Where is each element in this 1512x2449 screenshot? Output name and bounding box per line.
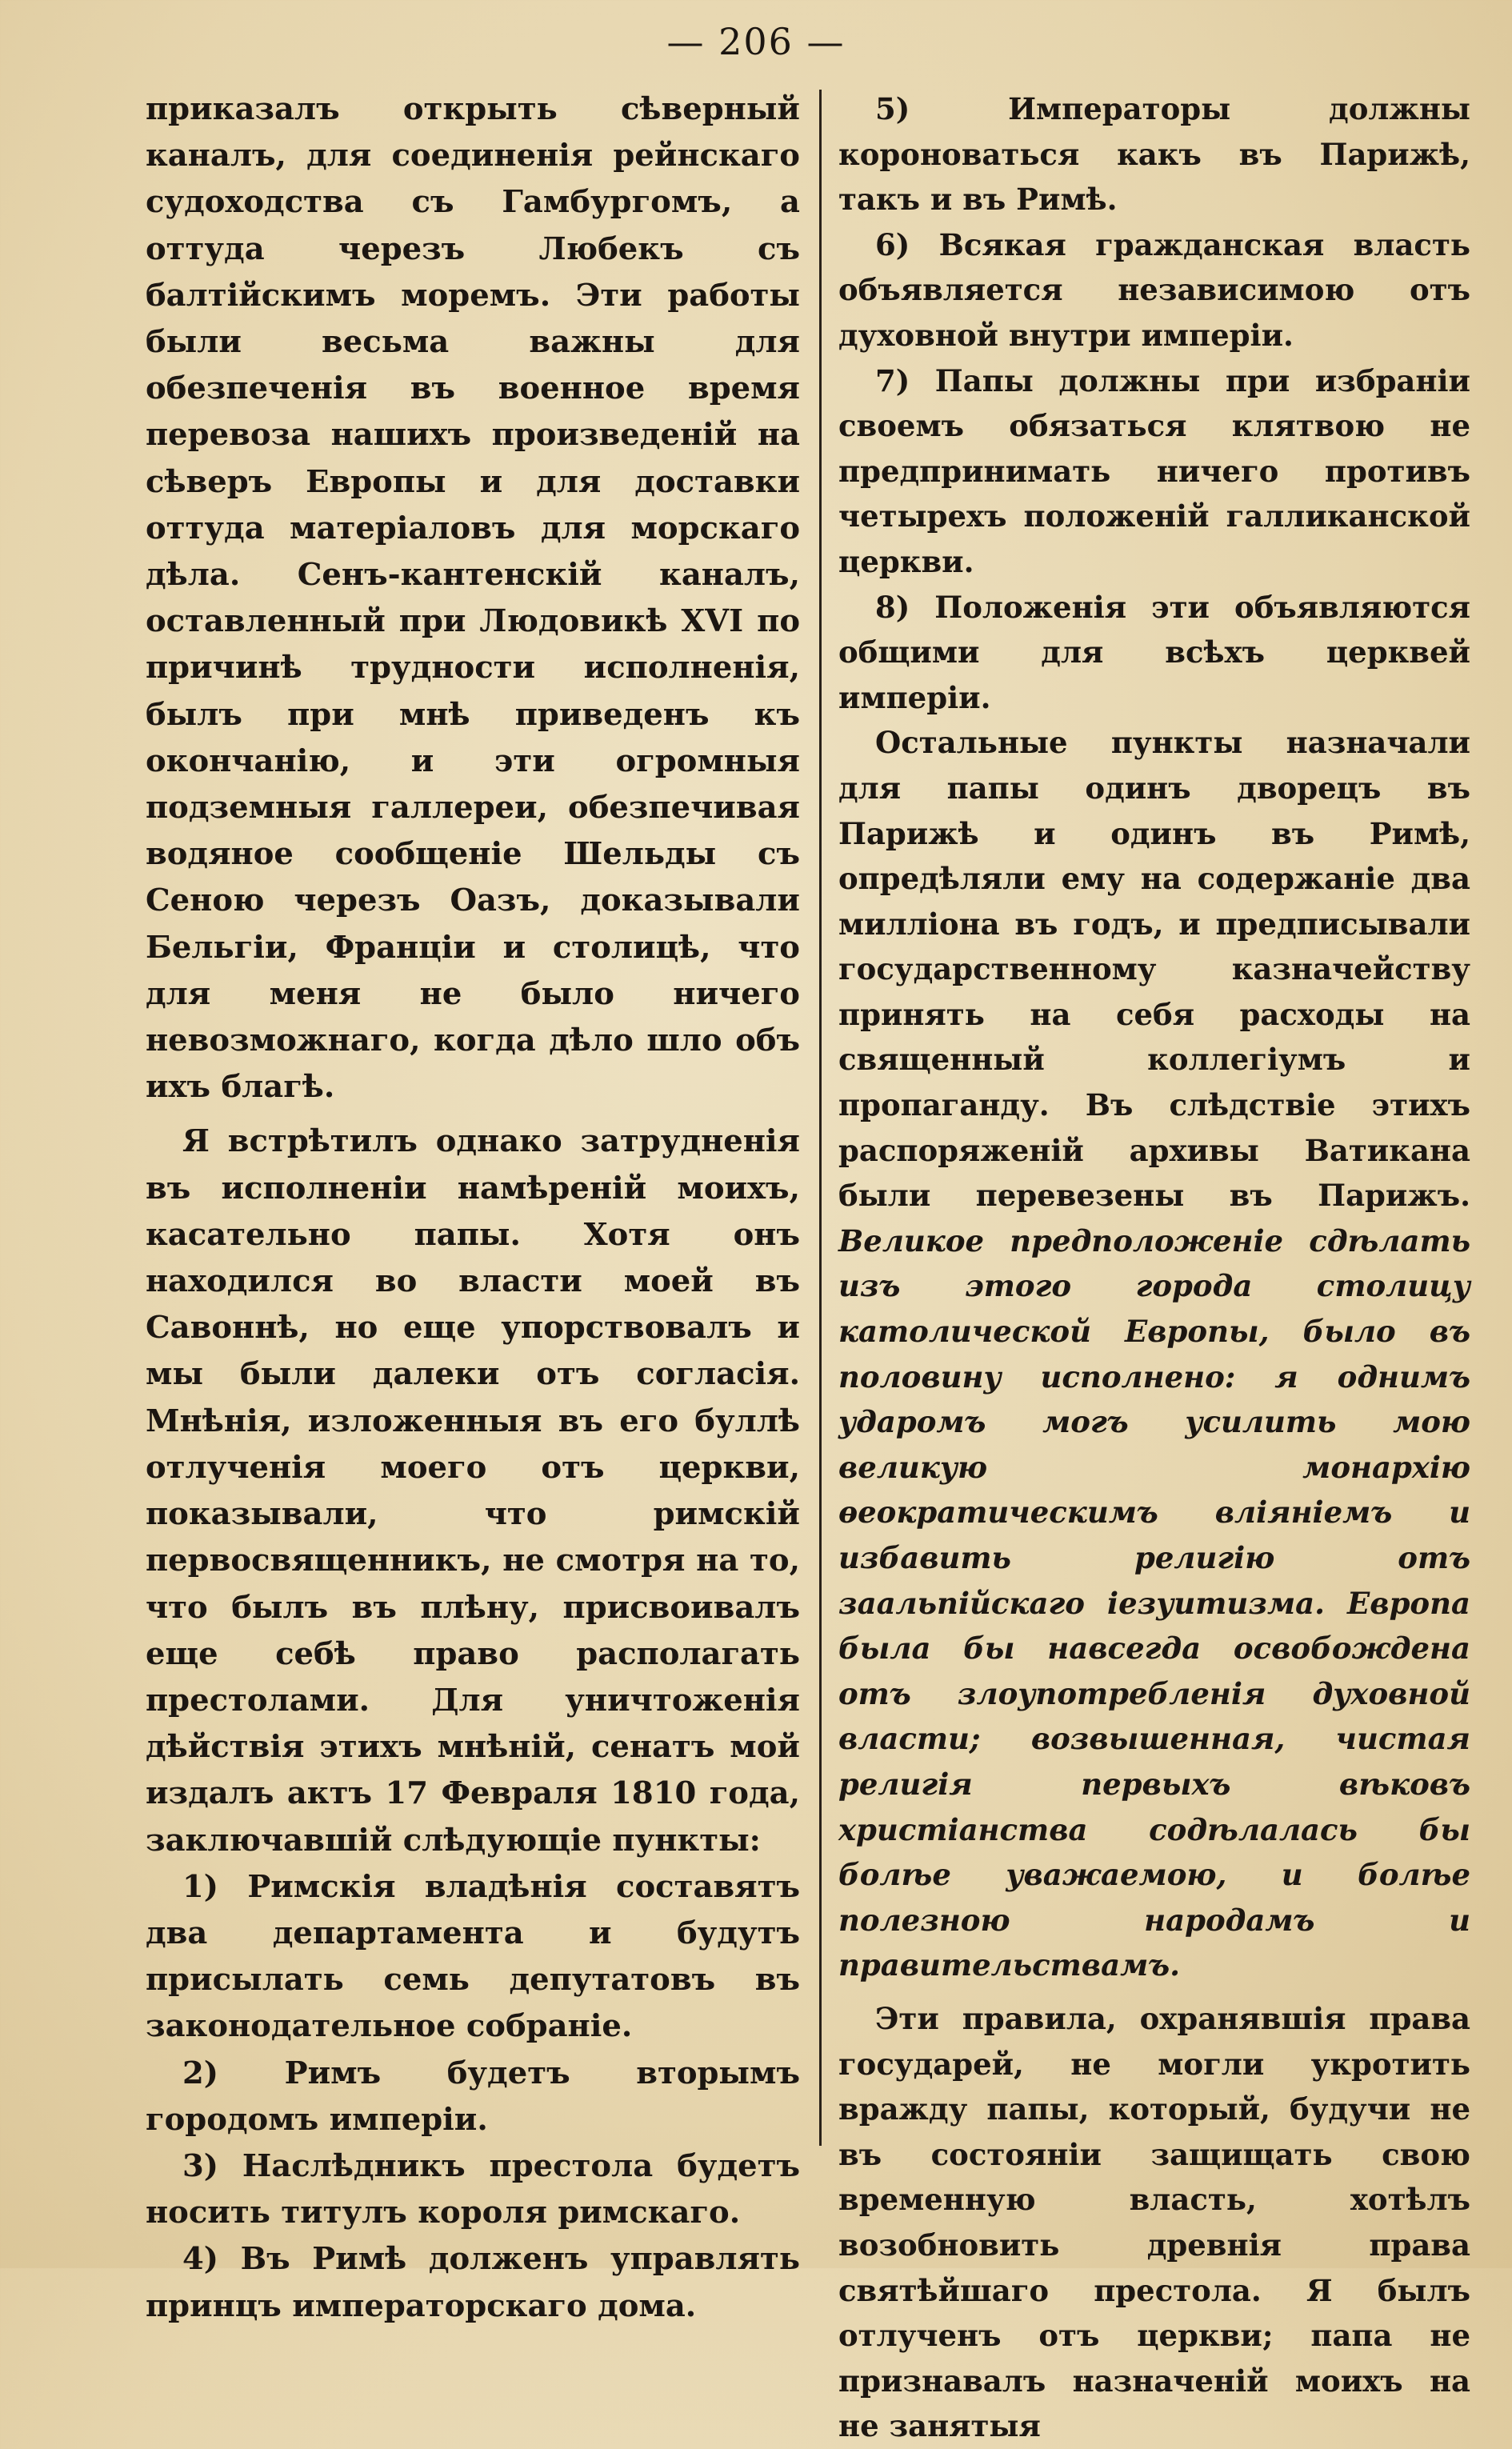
list-item-3: 3) Наслѣдникъ престола будетъ носить титулъ короля римскаго.	[146, 2147, 800, 2231]
paragraph-excommunication: Эти правила, охранявшія права государей, не могли укротить вражду папы, который, будучи не въ состояніи защищать свою временную власть, хотѣлъ возобновить древнія права святѣйшаго престола. Я былъ отлученъ отъ церкви; папа не признавалъ назначеній моихъ на не занятыя	[838, 2000, 1470, 2444]
remaining-points-text: Остальные пункты назначали для папы одинъ дворецъ въ Парижѣ и одинъ въ Римѣ, опредѣляли ему на содержаніе два милліона въ годъ, и предписывали государственному казначейству принять на себя расходы на священный коллегіумъ и пропаганду. Въ слѣдствіе этихъ распоряженій архивы Ватикана были перевезены въ Парижъ.	[838, 725, 1470, 1214]
paragraph-canals: приказалъ открыть сѣверный каналъ, для соединенія рейнскаго судоходства съ Гамбургомъ, а оттуда черезъ Любекъ съ балтійскимъ моремъ. Эти работы были весьма важны для обезпеченія въ военное время перевоза нашихъ произведеній на сѣверъ Европы и для доставки оттуда матеріаловъ для морскаго дѣла. Сенъ-кантенскій каналъ, оставленный при Людовикѣ XVI по причинѣ трудности исполненія, былъ при мнѣ приведенъ къ окончанію, и эти огромныя подземныя галлереи, обезпечивая водяное сообщеніе Шельды съ Сеною черезъ Оазъ, доказывали Бельгіи, Франціи и столицѣ, что для меня не было ничего невозможнаго, когда дѣло шло объ ихъ благѣ.	[146, 91, 800, 1106]
page-number: — 206 —	[666, 20, 846, 63]
right-column	[838, 86, 1470, 2449]
list-item-7: 7) Папы должны при избраніи своемъ обязаться клятвою не предпринимать ничего противъ четырехъ положеній галликанской церкви.	[838, 362, 1470, 579]
paragraph-remaining-points	[838, 720, 1470, 1988]
list-item-2: 2) Римъ будетъ вторымъ городомъ имперіи.	[146, 2055, 800, 2138]
column-divider	[819, 90, 822, 2146]
list-item-8: 8) Положенія эти объявляются общими для всѣхъ церквей имперіи.	[838, 589, 1470, 715]
remaining-points-italic: Великое предположеніе сдѣлать изъ этого города столицу католической Европы, было въ половину исполнено: я однимъ ударомъ могъ усилить мою великую монархію ѳеократическимъ вліяніемъ и избавить религію отъ заальпійскаго іезуитизма. Европа была бы навсегда освобождена отъ злоупотребленія духовной власти; возвышенная, чистая религія первыхъ вѣковъ христіанства содѣлалась бы болѣе уважаемою, и болѣе полезною народамъ и правительствамъ.	[838, 1222, 1470, 1983]
list-item-5: 5) Императоры должны короноваться какъ въ Парижѣ, такъ и въ Римѣ.	[838, 91, 1470, 218]
list-item-6: 6) Всякая гражданская власть объявляется независимою отъ духовной внутри имперіи.	[838, 226, 1470, 353]
list-item-1: 1) Римскія владѣнія составятъ два департамента и будутъ присылать семь депутатовъ въ законодательное собраніе.	[146, 1868, 800, 2045]
left-column	[146, 86, 800, 2330]
list-item-4: 4) Въ Римѣ долженъ управлять принцъ императорскаго дома.	[146, 2241, 800, 2324]
paragraph-pope-difficulties: Я встрѣтилъ однако затрудненія въ исполненіи намѣреній моихъ, касательно папы. Хотя онъ находился во власти моей въ Савоннѣ, но еще упорствовалъ и мы были далеки отъ согласія. Мнѣнія, изложенныя въ его буллѣ отлученія моего отъ церкви, показывали, что римскій первосвященникъ, не смотря на то, что былъ въ плѣну, присвоивалъ еще себѣ право располагать престолами. Для уничтоженія дѣйствія этихъ мнѣній, сенатъ мой издалъ актъ 17 Февраля 1810 года, заключавшій слѣдующіе пункты:	[146, 1123, 800, 1859]
